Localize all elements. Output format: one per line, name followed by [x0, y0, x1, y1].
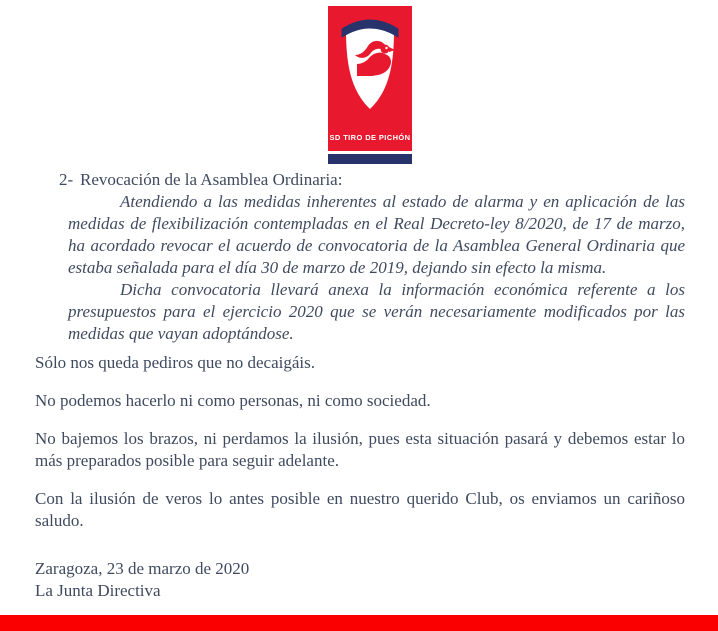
message-paragraph-4: Con la ilusión de veros lo antes posible en nuestro querido Club, os enviamos un cariñoso saludo. [35, 489, 685, 530]
section-title: Revocación de la Asamblea Ordinaria: [80, 170, 343, 189]
club-name-label: SD TIRO DE PICHÓN [329, 133, 411, 142]
message-paragraph-2: No podemos hacerlo ni como personas, ni como sociedad. [35, 391, 431, 410]
resolution-paragraph-1: Atendiendo a las medidas inherentes al estado de alarma y en aplicación de las medidas de flexibilización contempladas en el Real Decreto-ley 8/2020, de 17 de marzo, ha acordado revocar el acuerdo de convocatoria de la Asamblea General Ordinaria que estaba señalada para el día 30 de marzo de 2019, dejando sin efecto la misma. [68, 192, 685, 277]
letter-body [35, 169, 685, 602]
club-shield-icon [328, 6, 412, 151]
message-paragraph-1: Sólo nos queda pediros que no decaigáis. [35, 353, 315, 372]
closing-place-date: Zaragoza, 23 de marzo de 2020 [35, 559, 250, 578]
resolution-paragraph-2: Dicha convocatoria llevará anexa la información económica referente a los presupuestos para el ejercicio 2020 que se verán necesariamente modificados por las medidas que vayan adoptándose. [68, 280, 685, 343]
club-badge [328, 6, 412, 151]
footer-red-bar [0, 615, 718, 631]
closing-signature: La Junta Directiva [35, 581, 161, 600]
section-number: 2- [59, 170, 74, 189]
section-heading [59, 169, 685, 191]
logo-navy-stripe [328, 154, 412, 164]
message-paragraph-3: No bajemos los brazos, ni perdamos la ilusión, pues esta situación pasará y debemos estar lo más preparados posible para seguir adelante. [35, 429, 685, 470]
closing-block [35, 558, 685, 602]
club-logo [328, 6, 412, 164]
